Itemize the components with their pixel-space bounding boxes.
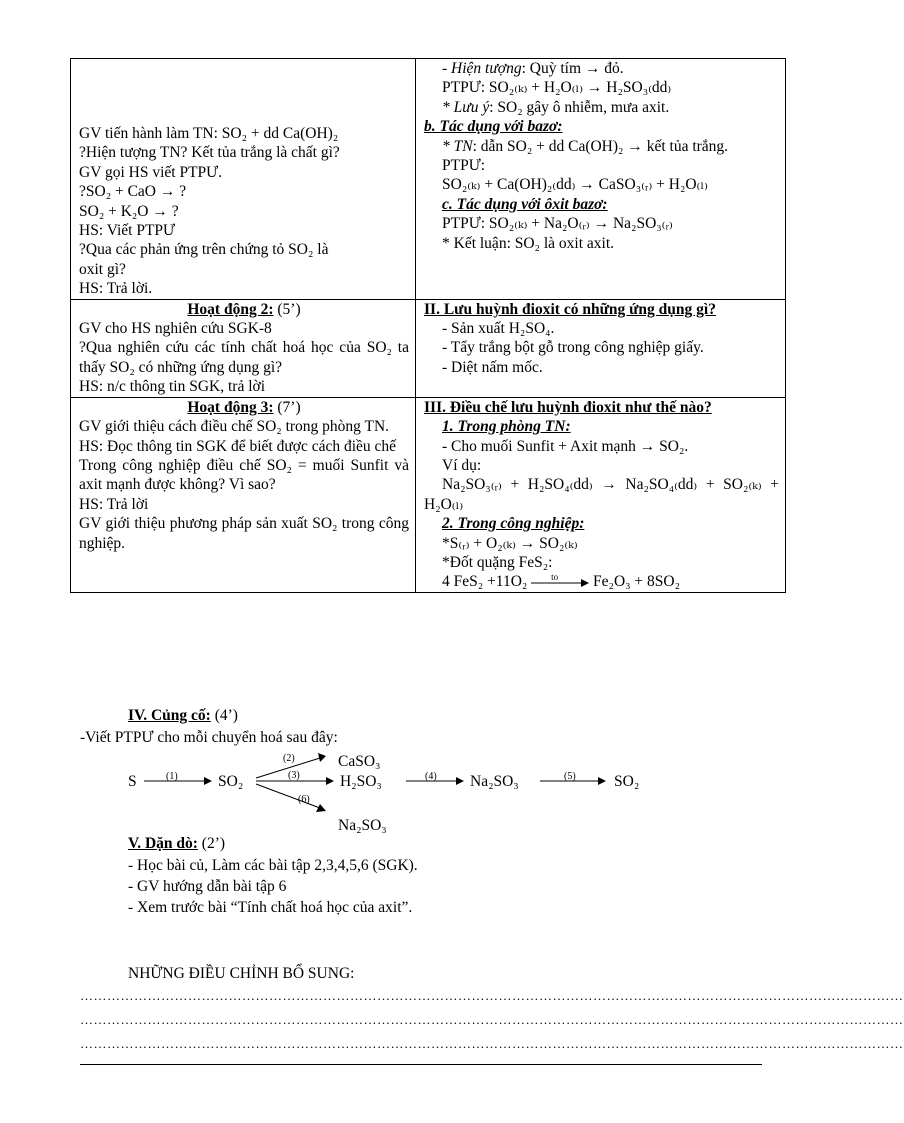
luu-y-label: * Lưu ý [442,98,490,116]
label-1: (1) [166,771,178,782]
row3-left-cell [71,397,416,592]
row1-left-line: GV tiến hành làm TN: SO₂ + dd Ca(OH)₂ [79,125,339,142]
section-c-title: c. Tác dụng với ôxit bazơ: [442,195,608,213]
ptpu-equation-3: PTPƯ: SO₂₍ₖ₎ + Na₂O₍ᵣ₎ → Na₂SO₃₍ᵣ₎ [442,215,673,233]
bottom-rule [80,1064,762,1065]
vi-du-label: Ví dụ: [442,456,482,474]
section-iii-title [424,398,779,417]
row2-left-line: HS: n/c thông tin SGK, trả lời [79,378,266,396]
label-6: (6) [298,794,310,805]
activity-3-title: Hoạt động 3: [187,398,274,416]
application-item: - Diệt nấm mốc. [442,358,543,376]
heat-condition: to [551,571,559,582]
row1-left-line: HS: Viết PTPƯ [79,222,176,240]
row3-left-line: HS: Trả lời [79,495,149,513]
table-row-applications [71,299,786,397]
arrow-down-right-icon [316,804,326,812]
table-row-preparation [71,397,786,592]
pyrite-right: Fe₂O₃ + 8SO₂ [593,573,681,591]
arrow-right-icon [598,777,606,785]
row3-left-line: HS: Đọc thông tin SGK để biết được cách điều chế [79,437,397,455]
node-so2-final: SO₂ [614,773,640,790]
tn-text: : dẫn SO₂ + dd Ca(OH)₂ → kết tủa trắng. [472,137,729,155]
pyrite-left: 4 FeS₂ +11O₂ [442,573,528,591]
hien-tuong-line: - Hiện tượng: Quỳ tím → đỏ. [442,60,624,77]
equation-lab: Na₂SO₃₍ᵣ₎ + H₂SO₄₍dd₎ → Na₂SO₄₍dd₎ + SO₂₍ₖ₎ + H₂O₍ₗ₎ [424,476,779,513]
dan-do-item: - Học bài củ, Làm các bài tập 2,3,4,5,6 (SGK). [128,857,418,874]
section-ii-title-text: II. Lưu huỳnh đioxit có những ứng dụng gì? [424,300,716,318]
cung-co-time: (4’) [210,707,238,724]
cung-co-title: IV. Củng cố: [128,707,211,724]
row2-right-cell [416,299,786,397]
ptpu-equation-2: SO₂₍ₖ₎ + Ca(OH)₂₍dd₎ → CaSO₃₍ᵣ₎ + H₂O₍ₗ₎ [442,176,708,194]
sub1-title: 1. Trong phòng TN: [442,418,571,436]
activity-2-title: Hoạt động 2: [187,300,274,318]
node-na2so3: Na₂SO₃ [470,773,519,790]
arrow-up-right-icon [318,753,326,762]
dan-do-item: - Xem trước bài “Tính chất hoá học của axit”. [128,899,413,916]
activity-2-time: (5’) [273,300,301,318]
row1-left-line: SO₂ + K₂O → ? [79,202,179,220]
application-item: - Tẩy trắng bột gỗ trong công nghiệp giấy. [442,339,704,357]
node-s: S [128,773,137,790]
application-item: - Sản xuất H₂SO₄. [442,320,555,338]
row2-left-line: ?Qua nghiên cứu các tính chất hoá học của SO₂ ta thấy SO₂ có những ứng dụng gì? [79,339,409,376]
ptpu-equation-1: PTPƯ: SO₂₍ₖ₎ + H₂O₍ₗ₎ → H₂SO₃₍dd₎ [442,79,672,97]
luu-y-line [442,98,779,117]
activity-3-heading [79,398,409,417]
heat-arrow [531,571,589,590]
luu-y-text: : SO₂ gây ô nhiễm, mưa axit. [489,98,670,116]
row1-left-line: ?Qua các phản ứng trên chứng tỏ SO₂ là [79,241,329,259]
equation-pyrite [424,572,779,591]
tn-label: * TN [442,137,473,155]
activity-2-heading [79,300,409,319]
arrow-right-icon [326,777,334,785]
dotted-line: ………………………………………………………………………………………………………………………………………………………………… [80,988,904,1003]
cung-co-instruction: -Viết PTPƯ cho mỗi chuyển hoá sau đây: [80,729,338,746]
ket-luan-line: * Kết luận: SO₂ là oxit axit. [442,234,615,252]
arrow-right-icon [456,777,464,785]
label-2: (2) [283,753,295,764]
arrow-right-icon [204,777,212,785]
section-b-title: b. Tác dụng với bazơ: [424,118,563,136]
row3-left-line: GV giới thiệu phương pháp sản xuất SO₂ trong công nghiệp. [79,515,409,552]
ptpu-label: PTPƯ: [442,157,486,175]
row1-left-line: GV gọi HS viết PTPƯ. [79,163,223,181]
activity-3-time: (7’) [273,398,301,416]
dot-quang-line: *Đốt quặng FeS₂: [442,553,553,571]
row1-left-line: ?Hiện tượng TN? Kết tủa trắng là chất gì? [79,144,340,162]
row1-left-line: oxit gì? [79,260,126,278]
row2-left-line: GV cho HS nghiên cứu SGK-8 [79,320,272,338]
row2-left-cell [71,299,416,397]
label-5: (5) [564,771,576,782]
row3-right-cell [416,397,786,592]
row3-left-line: Trong công nghiệp điều chế SO₂ = muối Sunfit và axit mạnh được không? Vì sao? [79,456,409,494]
tn-line [424,137,779,156]
row3-left-line: GV giới thiệu cách điều chế SO₂ trong phòng TN. [79,418,390,436]
row1-left-cell [71,59,416,300]
dan-do-time: (2’) [197,835,226,852]
dan-do-heading [128,834,528,854]
sub1-text: - Cho muối Sunfit + Axit mạnh → SO₂. [442,437,689,455]
node-caso3: CaSO₃ [338,753,381,770]
hien-tuong-text: : Quỳ tím → đỏ. [521,60,624,77]
dan-do-item: - GV hướng dẫn bài tập 6 [128,878,287,895]
arrow-right-icon [531,576,589,590]
section-iii-title-text: III. Điều chế lưu huỳnh đioxit như thế nào? [424,398,712,416]
dan-do-title: V. Dặn dò: [128,835,198,852]
section-ii-title [424,300,779,319]
dotted-line: ………………………………………………………………………………………………………………………………………………………………… [80,1012,904,1027]
node-h2so3: H₂SO₃ [340,773,382,790]
node-so2: SO₂ [218,773,244,790]
row1-right-cell [416,59,786,300]
label-4: (4) [425,771,437,782]
dotted-line: ………………………………………………………………………………………………………………………………………………………………… [80,1036,904,1051]
hien-tuong-label: Hiện tượng [451,60,522,77]
sub2-title: 2. Trong công nghiệp: [442,515,585,533]
node-na2so3-bottom: Na₂SO₃ [338,817,387,834]
row1-left-line: HS: Trả lời. [79,280,153,298]
equation-sulfur: *S₍ᵣ₎ + O₂₍ₖ₎ → SO₂₍ₖ₎ [442,534,578,552]
dieu-chinh-title: NHỮNG ĐIỀU CHỈNH BỔ SUNG: [128,965,355,982]
label-3: (3) [288,770,300,781]
row1-left-line: ?SO₂ + CaO → ? [79,183,187,201]
table-row-properties [71,59,786,300]
lesson-table [70,58,786,593]
conversion-diagram [120,742,680,842]
cung-co-heading [128,706,528,726]
